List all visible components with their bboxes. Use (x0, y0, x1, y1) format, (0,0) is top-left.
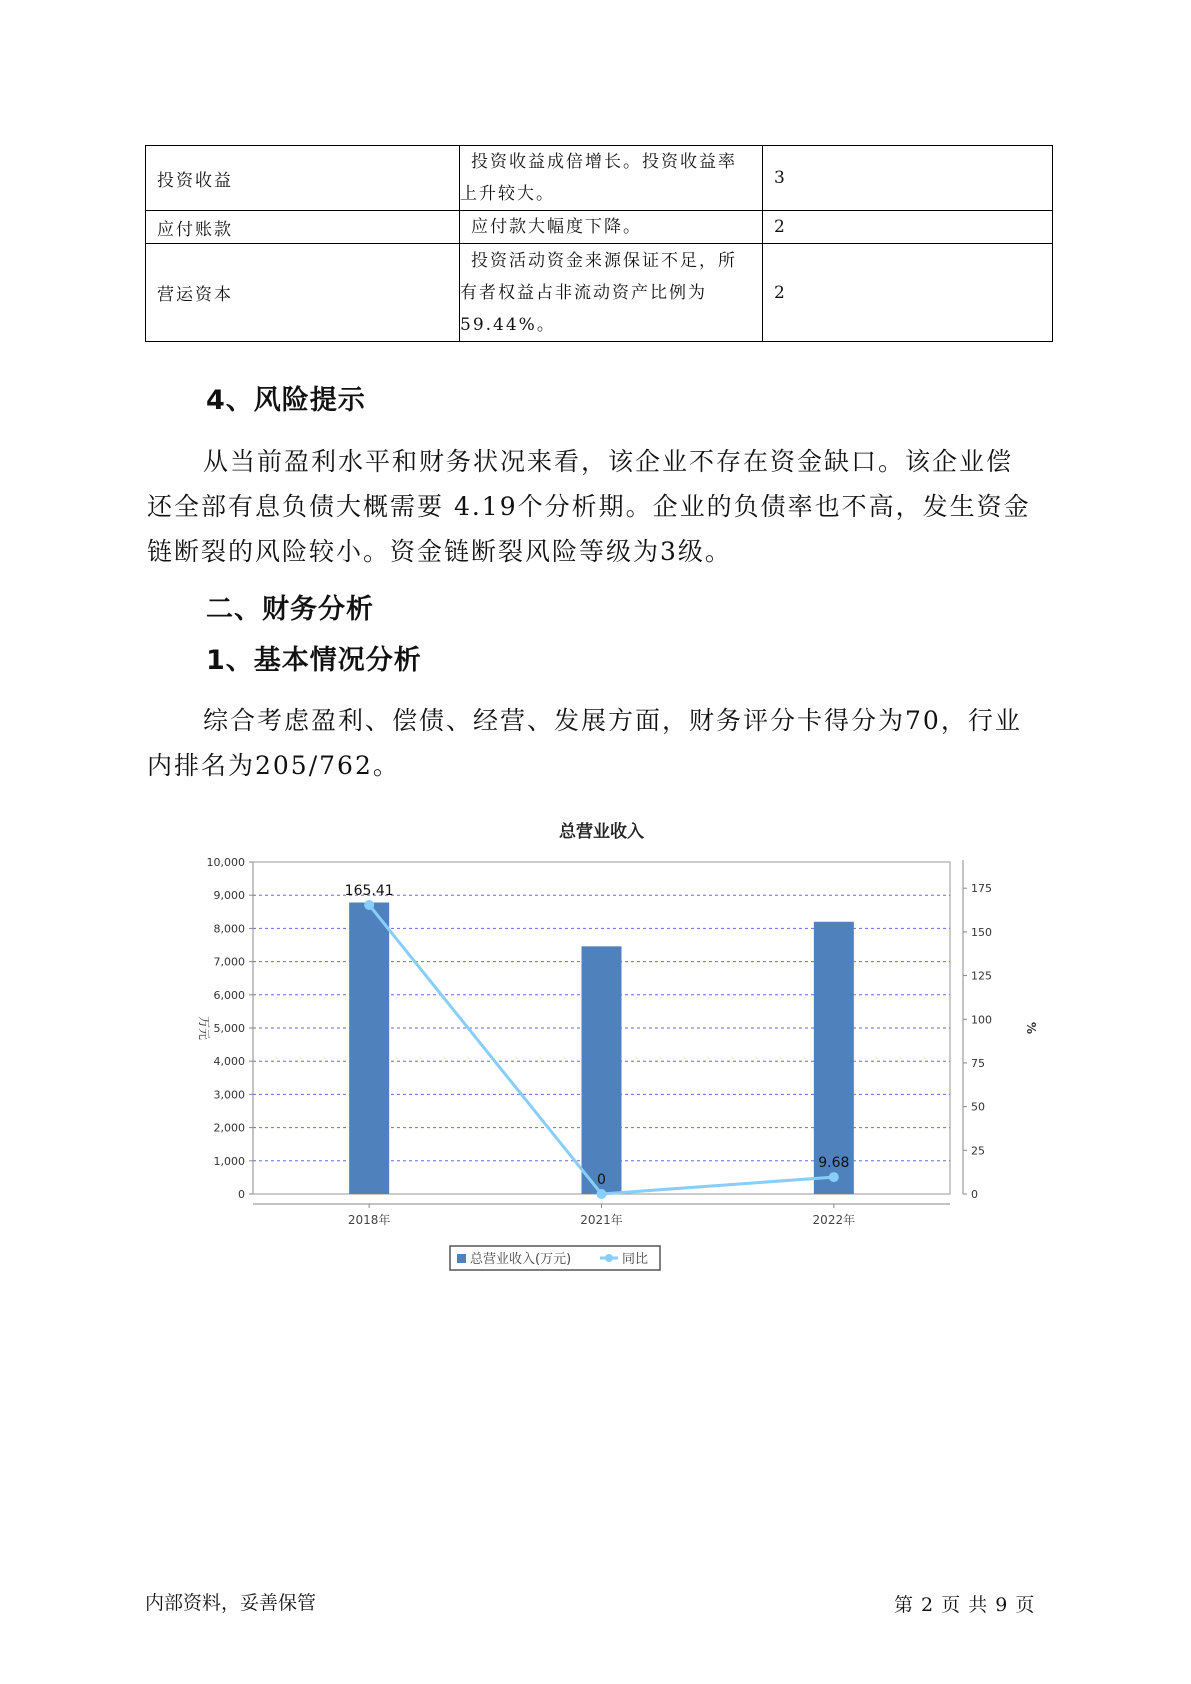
y2-tick-label: 175 (971, 882, 992, 896)
table-cell-desc: 应付款大幅度下降。 (460, 211, 763, 244)
footer-confidential: 内部资料，妥善保管 (145, 1592, 317, 1614)
y-tick-label: 1,000 (213, 1154, 245, 1168)
y-axis-label: 万元 (197, 1015, 211, 1041)
chart-title: 总营业收入 (559, 822, 644, 842)
y-tick-label: 2,000 (213, 1121, 245, 1135)
y-tick-label: 5,000 (213, 1022, 245, 1035)
table-cell-item: 投资收益 (146, 146, 460, 211)
table-row (146, 146, 1053, 211)
table-cell-item: 营运资本 (146, 244, 460, 342)
table-cell-level: 3 (763, 146, 1053, 211)
table-row (146, 244, 1053, 342)
risk-paragraph: 从当前盈利水平和财务状况来看，该企业不存在资金缺口。该企业偿 还全部有息负债大概需要 4.19个分析期。企业的负债率也不高，发生资金 链断裂的风险较小。资金链断裂风险等级为3级。 (147, 447, 1031, 566)
legend-label-bar: 总营业收入(万元) (470, 1252, 572, 1267)
y-tick-label: 9,000 (213, 889, 245, 903)
y-tick-label: 8,000 (213, 922, 245, 936)
y-tick-label: 6,000 (213, 988, 245, 1002)
y2-tick-label: 0 (971, 1188, 978, 1201)
line-point (597, 1189, 607, 1199)
data-label: 9.68 (818, 1155, 850, 1172)
y2-tick-label: 50 (971, 1100, 985, 1114)
y2-tick-label: 100 (971, 1013, 992, 1027)
x-tick-label: 2021年 (580, 1213, 623, 1227)
y2-tick-label: 25 (971, 1144, 985, 1158)
risk-heading: 4、风险提示 (206, 385, 366, 416)
table-cell-level: 2 (763, 244, 1053, 342)
y2-tick-label: 75 (971, 1056, 985, 1070)
x-tick-label: 2022年 (812, 1213, 856, 1227)
risk-table (145, 145, 1053, 342)
bar (349, 903, 389, 1194)
y-tick-label: 4,000 (213, 1055, 245, 1069)
y-tick-label: 10,000 (206, 856, 245, 869)
data-label: 165.41 (344, 882, 394, 899)
basic-analysis-paragraph: 综合考虑盈利、偿债、经营、发展方面，财务评分卡得分为70，行业 内排名为205/762。 (147, 706, 1022, 780)
y-tick-label: 3,000 (213, 1088, 245, 1102)
revenue-chart (175, 815, 1055, 1275)
table-row (146, 211, 1053, 244)
line-point (364, 900, 374, 910)
y2-axis-label: % (1024, 1021, 1038, 1035)
y-tick-label: 7,000 (213, 955, 245, 969)
y2-tick-label: 125 (971, 969, 992, 983)
table-cell-desc: 投资收益成倍增长。投资收益率 上升较大。 (460, 146, 763, 211)
table-cell-level: 2 (763, 211, 1053, 244)
table-cell-desc: 投资活动资金来源保证不足，所 有者权益占非流动资产比例为 59.44%。 (460, 244, 763, 342)
y-tick-label: 0 (238, 1188, 245, 1201)
data-label: 0 (597, 1172, 606, 1188)
legend-swatch-point (605, 1254, 613, 1262)
table-cell-item: 应付账款 (146, 211, 460, 244)
bar (814, 922, 854, 1194)
y2-tick-label: 150 (971, 925, 992, 939)
finance-heading: 二、财务分析 (206, 594, 374, 625)
line-point (829, 1172, 839, 1182)
legend-swatch-bar (457, 1254, 466, 1263)
legend-label-line: 同比 (622, 1252, 649, 1267)
footer-page-number: 第 2 页 共 9 页 (894, 1594, 1036, 1616)
bar (582, 946, 622, 1194)
basic-analysis-heading: 1、基本情况分析 (206, 645, 422, 676)
x-tick-label: 2018年 (347, 1213, 391, 1227)
